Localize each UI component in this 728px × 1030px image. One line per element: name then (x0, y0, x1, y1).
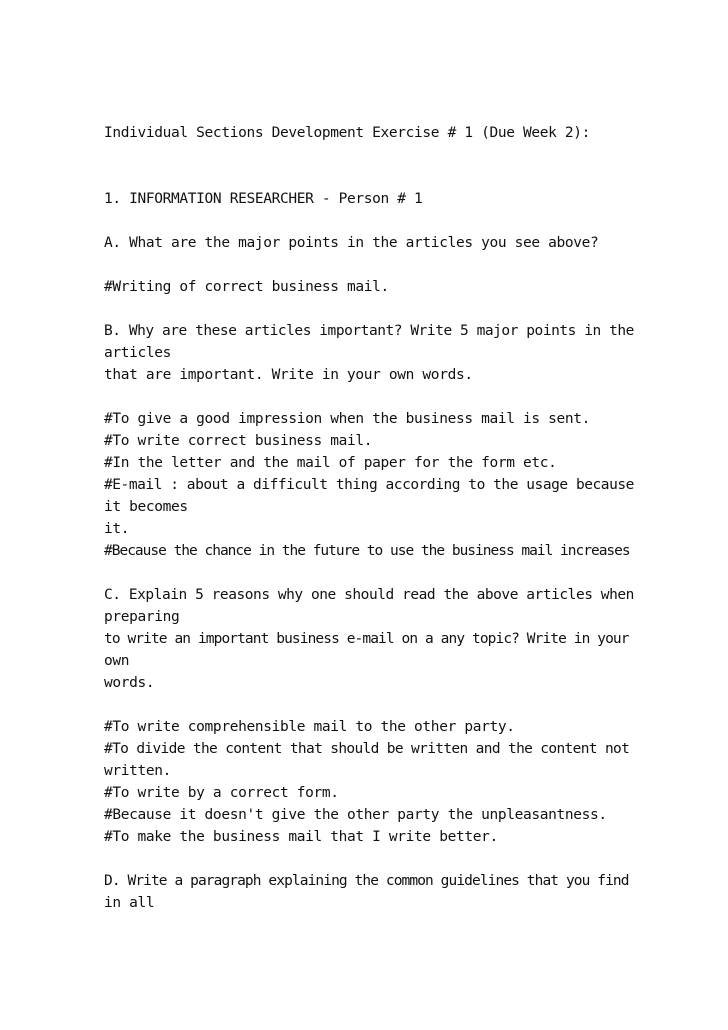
answer-b-line-2: #To write correct business mail. (104, 433, 373, 449)
answer-b-line-5: it becomes (104, 499, 188, 515)
answer-c-line-4: #To write by a correct form. (104, 785, 339, 801)
answer-c-line-1: #To write comprehensible mail to the other party. (104, 719, 515, 735)
answer-c-line-5: #Because it doesn't give the other party the unpleasantness. (104, 807, 607, 823)
question-c-line-4: own (104, 653, 130, 669)
question-a: A. What are the major points in the articles you see above? (104, 235, 599, 251)
question-b-line-2: articles (104, 345, 172, 361)
answer-a: #Writing of correct business mail. (104, 279, 389, 295)
document-page (104, 122, 634, 914)
answer-b-line-4: #E-mail : about a difficult thing according to the usage because (104, 477, 634, 493)
answer-b-line-1: #To give a good impression when the business mail is sent. (104, 411, 591, 427)
answer-b-line-6: it. (104, 521, 130, 537)
answer-b-line-7: #Because the chance in the future to use the business mail increases (104, 543, 630, 559)
question-c-line-3: to write an important business e-mail on a any topic? Write in your (104, 631, 629, 647)
answer-c-line-6: #To make the business mail that I write better. (104, 829, 498, 845)
question-b-line-3: that are important. Write in your own words. (104, 367, 473, 383)
question-b-line-1: B. Why are these articles important? Write 5 major points in the (104, 323, 634, 339)
question-c-line-2: preparing (104, 609, 180, 625)
answer-c-line-2: #To divide the content that should be written and the content not (104, 741, 630, 757)
answer-b-line-3: #In the letter and the mail of paper for the form etc. (104, 455, 557, 471)
section-heading: 1. INFORMATION RESEARCHER - Person # 1 (104, 191, 423, 207)
answer-c-line-3: written. (104, 763, 172, 779)
question-d-line-2: in all (104, 895, 155, 911)
question-d-line-1: D. Write a paragraph explaining the common guidelines that you find (104, 873, 629, 889)
question-c-line-5: words. (104, 675, 155, 691)
document-title: Individual Sections Development Exercise # 1 (Due Week 2): (104, 125, 591, 141)
question-c-line-1: C. Explain 5 reasons why one should read the above articles when (104, 587, 634, 603)
